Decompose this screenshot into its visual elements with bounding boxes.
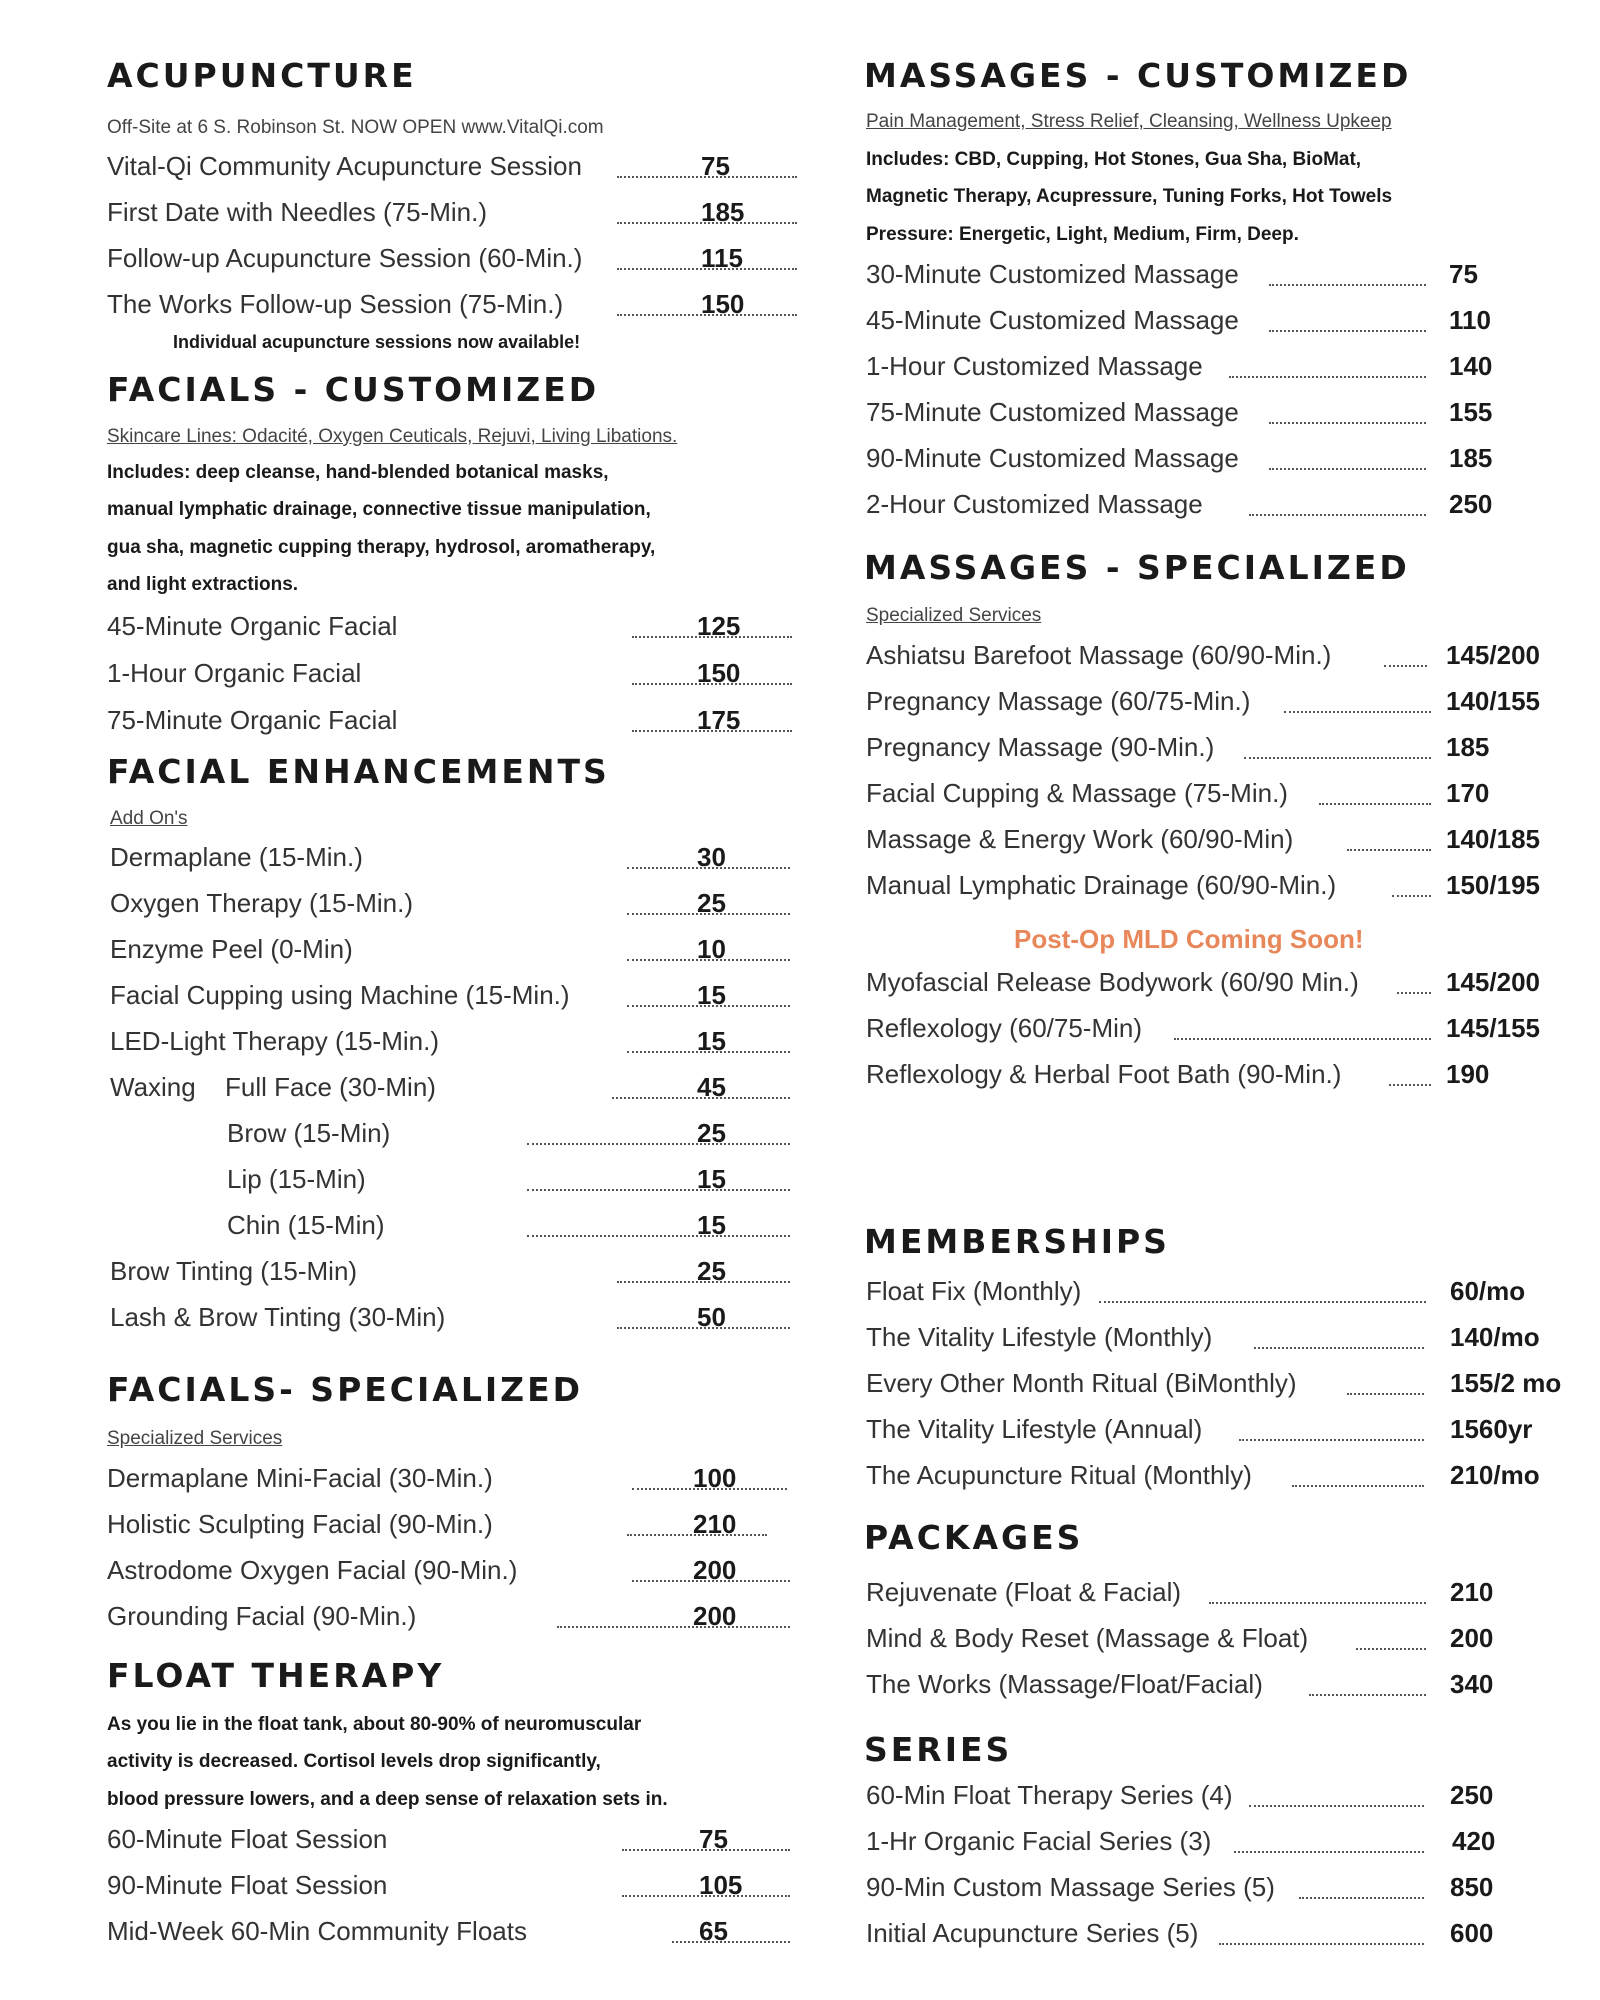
item-label: 2-Hour Customized Massage [866, 489, 1203, 519]
item-label: Brow Tinting (15-Min) [110, 1256, 358, 1286]
leader-dots [627, 959, 790, 961]
item-price: 175 [697, 705, 741, 735]
item-label: 1-Hour Customized Massage [866, 351, 1203, 381]
item-price: 200 [693, 1555, 737, 1585]
item-price: 25 [697, 1118, 726, 1148]
item-label: 45-Minute Customized Massage [866, 305, 1239, 335]
item-label: 60-Min Float Therapy Series (4) [866, 1780, 1233, 1810]
leader-dots [617, 314, 797, 316]
menu-row [864, 733, 1544, 767]
leader-dots [1219, 1943, 1424, 1945]
item-price: 420 [1452, 1826, 1496, 1856]
item-label: Myofascial Release Bodywork (60/90 Min.) [866, 967, 1359, 997]
menu-row [864, 641, 1544, 675]
menu-row [107, 1027, 787, 1061]
item-price: 140/155 [1446, 686, 1540, 716]
leader-dots [557, 1626, 790, 1628]
item-price: 1560yr [1450, 1414, 1533, 1444]
menu-row [864, 1578, 1544, 1612]
menu-row [864, 398, 1544, 432]
item-label: Follow-up Acupuncture Session (60-Min.) [107, 243, 583, 273]
facials-includes-line: and light extractions. [107, 574, 299, 595]
float-therapy-heading: FLOAT THERAPY [107, 1656, 445, 1695]
leader-dots [1099, 1301, 1426, 1303]
item-price: 210 [1450, 1577, 1494, 1607]
leader-dots [1269, 422, 1426, 424]
item-label: Pregnancy Massage (60/75-Min.) [866, 686, 1251, 716]
item-price: 200 [1450, 1623, 1494, 1653]
menu-row [864, 1368, 1562, 1403]
item-price: 30 [697, 842, 726, 872]
item-label: First Date with Needles (75-Min.) [107, 197, 487, 227]
menu-row [107, 1510, 787, 1544]
leader-dots [632, 1580, 790, 1582]
item-label: Ashiatsu Barefoot Massage (60/90-Min.) [866, 640, 1332, 670]
item-label: Float Fix (Monthly) [866, 1276, 1082, 1306]
menu-row [864, 1461, 1544, 1495]
menu-row [107, 659, 787, 693]
menu-row [864, 1781, 1544, 1815]
promo-coming-soon: Post-Op MLD Coming Soon! [1014, 924, 1364, 954]
leader-dots [1384, 665, 1427, 667]
menu-row [107, 1119, 787, 1153]
item-price: 15 [697, 1164, 726, 1194]
leader-dots [1284, 711, 1431, 713]
item-label: Astrodome Oxygen Facial (90-Min.) [107, 1555, 518, 1585]
item-label: Vital-Qi Community Acupuncture Session [107, 151, 582, 181]
item-label: LED-Light Therapy (15-Min.) [110, 1026, 439, 1056]
leader-dots [617, 1281, 790, 1283]
item-price: 185 [1449, 443, 1493, 473]
menu-row [107, 981, 787, 1015]
item-label: Grounding Facial (90-Min.) [107, 1601, 417, 1631]
menu-row [864, 825, 1544, 859]
item-label: Massage & Energy Work (60/90-Min) [866, 824, 1294, 854]
item-label: Oxygen Therapy (15-Min.) [110, 888, 413, 918]
waxing-label: Waxing [110, 1072, 196, 1102]
menu-row [107, 706, 787, 740]
item-price: 15 [697, 1210, 726, 1240]
leader-dots [617, 222, 797, 224]
item-price: 145/200 [1446, 640, 1540, 670]
leader-dots [672, 1941, 790, 1943]
leader-dots [627, 1005, 790, 1007]
item-price: 140/185 [1446, 824, 1540, 854]
item-label: Full Face (30-Min) [225, 1072, 436, 1102]
leader-dots [1309, 1694, 1426, 1696]
leader-dots [1269, 284, 1426, 286]
leader-dots [617, 176, 797, 178]
leader-dots [1392, 895, 1431, 897]
item-label: 1-Hr Organic Facial Series (3) [866, 1826, 1212, 1856]
leader-dots [627, 867, 790, 869]
item-label: Facial Cupping & Massage (75-Min.) [866, 778, 1288, 808]
item-price: 155 [1449, 397, 1493, 427]
item-price: 75 [699, 1824, 728, 1854]
leader-dots [632, 683, 792, 685]
item-price: 150 [701, 289, 745, 319]
leader-dots [1389, 1084, 1431, 1086]
menu-row [864, 1670, 1544, 1704]
item-price: 170 [1446, 778, 1490, 808]
facials-customized-heading: FACIALS - CUSTOMIZED [107, 370, 600, 409]
leader-dots [1229, 376, 1426, 378]
leader-dots [1356, 1648, 1426, 1650]
item-label: Mind & Body Reset (Massage & Float) [866, 1623, 1309, 1653]
menu-row [864, 779, 1544, 813]
item-label: Lip (15-Min) [227, 1164, 366, 1194]
item-price: 25 [697, 1256, 726, 1286]
leader-dots [1249, 1805, 1424, 1807]
menu-row [864, 352, 1544, 386]
menu-row [107, 244, 787, 278]
item-label: The Works Follow-up Session (75-Min.) [107, 289, 564, 319]
add-ons-subtitle: Add On's [110, 808, 188, 829]
item-price: 190 [1446, 1059, 1490, 1089]
facials-includes-line: gua sha, magnetic cupping therapy, hydrosol, aromatherapy, [107, 537, 656, 558]
leader-dots [632, 636, 792, 638]
menu-row [864, 871, 1544, 905]
packages-heading: PACKAGES [864, 1518, 1084, 1557]
item-price: 200 [693, 1601, 737, 1631]
menu-row [864, 687, 1544, 721]
menu-row [864, 306, 1544, 340]
item-label: Every Other Month Ritual (BiMonthly) [866, 1368, 1297, 1398]
item-price: 15 [697, 980, 726, 1010]
menu-row [107, 843, 787, 877]
menu-row [107, 152, 787, 186]
facials-includes-line: manual lymphatic drainage, connective tissue manipulation, [107, 499, 651, 520]
item-price: 145/200 [1446, 967, 1540, 997]
menu-row [107, 1073, 787, 1107]
item-price: 140/mo [1450, 1322, 1540, 1352]
item-price: 250 [1450, 1780, 1494, 1810]
menu-row [864, 1873, 1544, 1907]
menu-row [107, 198, 787, 232]
menu-row [107, 290, 787, 324]
item-label: Initial Acupuncture Series (5) [866, 1918, 1199, 1948]
item-price: 75 [1449, 259, 1478, 289]
item-price: 150 [697, 658, 741, 688]
leader-dots [627, 913, 790, 915]
memberships-heading: MEMBERSHIPS [864, 1222, 1170, 1261]
series-heading: SERIES [864, 1730, 1013, 1769]
leader-dots [1239, 1439, 1424, 1441]
leader-dots [1209, 1602, 1426, 1604]
leader-dots [622, 1895, 790, 1897]
item-label: Chin (15-Min) [227, 1210, 385, 1240]
menu-row [864, 1014, 1544, 1048]
item-label: 45-Minute Organic Facial [107, 611, 398, 641]
menu-row [864, 444, 1544, 478]
acupuncture-heading: ACUPUNCTURE [107, 56, 417, 95]
menu-row [864, 1415, 1544, 1449]
item-price: 65 [699, 1916, 728, 1946]
menu-row [107, 1917, 787, 1951]
item-price: 850 [1450, 1872, 1494, 1902]
massages-includes-line: Magnetic Therapy, Acupressure, Tuning Forks, Hot Towels [866, 186, 1393, 207]
item-price: 185 [1446, 732, 1490, 762]
menu-row [107, 1556, 787, 1590]
menu-row [864, 490, 1544, 524]
item-label: Mid-Week 60-Min Community Floats [107, 1916, 527, 1946]
menu-row [107, 612, 787, 646]
leader-dots [632, 1488, 787, 1490]
leader-dots [1269, 330, 1426, 332]
menu-row [107, 1211, 787, 1245]
menu-row [107, 1464, 787, 1498]
leader-dots [1347, 849, 1431, 851]
leader-dots [627, 1534, 767, 1536]
item-label: 30-Minute Customized Massage [866, 259, 1239, 289]
menu-row [864, 260, 1544, 294]
leader-dots [1249, 514, 1426, 516]
item-price: 25 [697, 888, 726, 918]
item-label: 90-Min Custom Massage Series (5) [866, 1872, 1275, 1902]
menu-row [107, 889, 787, 923]
leader-dots [632, 730, 792, 732]
leader-dots [627, 1051, 790, 1053]
item-label: Reflexology (60/75-Min) [866, 1013, 1143, 1043]
item-label: The Acupuncture Ritual (Monthly) [866, 1460, 1252, 1490]
item-price: 115 [701, 243, 743, 273]
item-price: 50 [697, 1302, 726, 1332]
leader-dots [527, 1143, 790, 1145]
facials-specialized-heading: FACIALS- SPECIALIZED [107, 1370, 584, 1409]
item-price: 155/2 mo [1450, 1368, 1562, 1398]
item-label: Manual Lymphatic Drainage (60/90-Min.) [866, 870, 1337, 900]
leader-dots [527, 1189, 790, 1191]
item-label: Pregnancy Massage (90-Min.) [866, 732, 1215, 762]
item-label: 90-Minute Float Session [107, 1870, 388, 1900]
massages-customized-heading: MASSAGES - CUSTOMIZED [864, 56, 1412, 95]
item-price: 185 [701, 197, 745, 227]
item-price: 600 [1450, 1918, 1494, 1948]
item-price: 45 [697, 1072, 726, 1102]
float-description-line: As you lie in the float tank, about 80-90% of neuromuscular [107, 1714, 642, 1735]
item-label: 1-Hour Organic Facial [107, 658, 362, 688]
item-price: 110 [1449, 305, 1491, 335]
leader-dots [1254, 1347, 1424, 1349]
menu-row [864, 1323, 1544, 1357]
leader-dots [1299, 1897, 1424, 1899]
menu-row [107, 1165, 787, 1199]
leader-dots [1292, 1485, 1424, 1487]
menu-row [864, 1827, 1544, 1861]
leader-dots [1174, 1038, 1431, 1040]
menu-row [107, 1602, 787, 1636]
float-description-line: blood pressure lowers, and a deep sense of relaxation sets in. [107, 1789, 668, 1810]
massages-specialized-subtitle: Specialized Services [866, 605, 1042, 626]
skincare-lines: Skincare Lines: Odacité, Oxygen Ceuticals, Rejuvi, Living Libations. [107, 426, 678, 447]
menu-row [107, 935, 787, 969]
item-price: 125 [697, 611, 741, 641]
leader-dots [1244, 757, 1431, 759]
item-label: Holistic Sculpting Facial (90-Min.) [107, 1509, 493, 1539]
menu-row [107, 1871, 787, 1905]
item-price: 105 [699, 1870, 743, 1900]
menu-row [107, 1257, 787, 1291]
float-description-line: activity is decreased. Cortisol levels drop significantly, [107, 1751, 601, 1772]
item-price: 15 [697, 1026, 726, 1056]
acupuncture-note: Individual acupuncture sessions now available! [173, 332, 581, 352]
facials-specialized-subtitle: Specialized Services [107, 1428, 283, 1449]
leader-dots [1319, 803, 1431, 805]
item-label: Enzyme Peel (0-Min) [110, 934, 353, 964]
leader-dots [1234, 1851, 1424, 1853]
leader-dots [527, 1235, 790, 1237]
item-label: Brow (15-Min) [227, 1118, 391, 1148]
item-price: 75 [701, 151, 730, 181]
leader-dots [1269, 468, 1426, 470]
leader-dots [1397, 992, 1431, 994]
item-label: Reflexology & Herbal Foot Bath (90-Min.) [866, 1059, 1342, 1089]
leader-dots [1347, 1393, 1424, 1395]
massages-specialized-heading: MASSAGES - SPECIALIZED [864, 548, 1410, 587]
item-label: Dermaplane Mini-Facial (30-Min.) [107, 1463, 493, 1493]
item-price: 145/155 [1446, 1013, 1540, 1043]
leader-dots [612, 1097, 790, 1099]
item-price: 150/195 [1446, 870, 1540, 900]
facials-includes-line: Includes: deep cleanse, hand-blended botanical masks, [107, 462, 609, 483]
massages-customized-subtitle: Pain Management, Stress Relief, Cleansing, Wellness Upkeep [866, 111, 1392, 132]
item-label: 90-Minute Customized Massage [866, 443, 1239, 473]
item-price: 340 [1450, 1669, 1494, 1699]
item-price: 210 [693, 1509, 737, 1539]
item-label: Facial Cupping using Machine (15-Min.) [110, 980, 570, 1010]
item-price: 100 [693, 1463, 737, 1493]
item-label: The Vitality Lifestyle (Annual) [866, 1414, 1203, 1444]
menu-row [107, 1825, 787, 1859]
item-price: 210/mo [1450, 1460, 1540, 1490]
item-label: Rejuvenate (Float & Facial) [866, 1577, 1182, 1607]
menu-row [864, 1919, 1544, 1953]
item-label: Lash & Brow Tinting (30-Min) [110, 1302, 446, 1332]
leader-dots [622, 1849, 790, 1851]
menu-row [107, 1303, 787, 1337]
item-price: 60/mo [1450, 1276, 1526, 1306]
leader-dots [617, 1327, 790, 1329]
item-price: 140 [1449, 351, 1493, 381]
menu-row [864, 1060, 1544, 1094]
item-label: The Works (Massage/Float/Facial) [866, 1669, 1263, 1699]
acupuncture-location: Off-Site at 6 S. Robinson St. NOW OPEN www.VitalQi.com [107, 117, 604, 138]
menu-row [864, 1277, 1544, 1311]
item-label: Dermaplane (15-Min.) [110, 842, 363, 872]
item-label: 75-Minute Organic Facial [107, 705, 398, 735]
item-label: 60-Minute Float Session [107, 1824, 388, 1854]
massages-includes-line: Pressure: Energetic, Light, Medium, Firm, Deep. [866, 224, 1299, 245]
item-label: The Vitality Lifestyle (Monthly) [866, 1322, 1213, 1352]
menu-row [864, 968, 1544, 1002]
facial-enhancements-heading: FACIAL ENHANCEMENTS [107, 752, 610, 791]
leader-dots [617, 268, 797, 270]
item-label: 75-Minute Customized Massage [866, 397, 1239, 427]
item-price: 10 [697, 934, 726, 964]
massages-includes-line: Includes: CBD, Cupping, Hot Stones, Gua Sha, BioMat, [866, 149, 1362, 170]
item-price: 250 [1449, 489, 1493, 519]
menu-row [864, 1624, 1544, 1658]
